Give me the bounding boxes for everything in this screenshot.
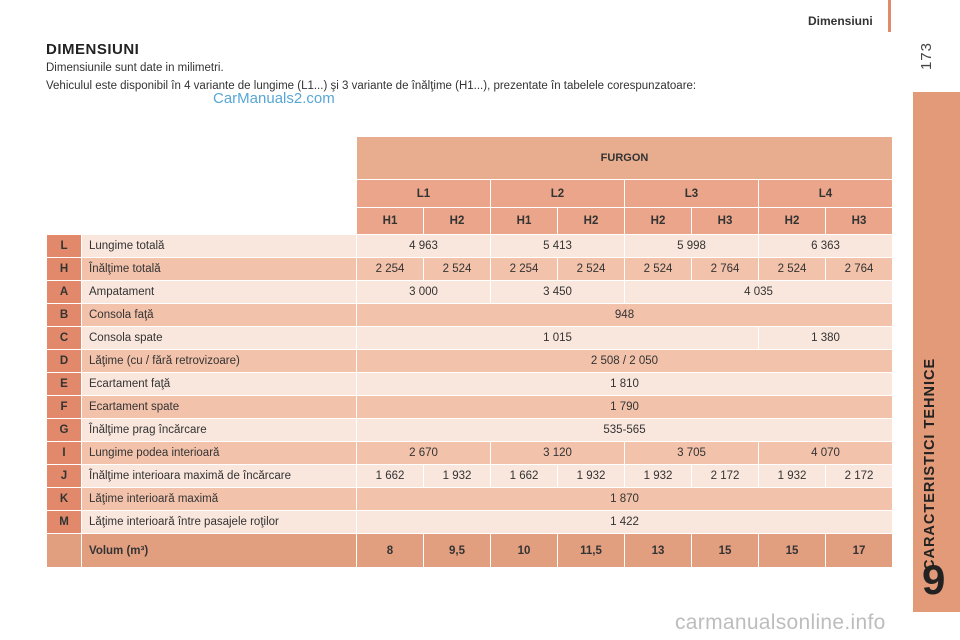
dimensions-table	[46, 136, 893, 568]
row-code: C	[47, 327, 81, 349]
row-label: Ecartament faţă	[82, 373, 356, 395]
row-value: 2 254	[357, 258, 423, 280]
row-label: Înălţime interioara maximă de încărcare	[82, 465, 356, 487]
row-value: 1 380	[759, 327, 892, 349]
row-value: 1 932	[558, 465, 624, 487]
row-label: Consola faţă	[82, 304, 356, 326]
row-label: Lăţime (cu / fără retrovizoare)	[82, 350, 356, 372]
table-row	[47, 511, 892, 533]
row-code: B	[47, 304, 81, 326]
table-row	[47, 396, 892, 418]
row-code: A	[47, 281, 81, 303]
table-row	[47, 304, 892, 326]
length-header: L1	[357, 180, 490, 207]
row-value: 1 870	[357, 488, 892, 510]
row-value: 1 810	[357, 373, 892, 395]
row-value: 2 172	[826, 465, 892, 487]
row-value: 1 932	[625, 465, 691, 487]
row-value: 2 764	[826, 258, 892, 280]
row-value: 1 932	[759, 465, 825, 487]
row-value: 2 524	[558, 258, 624, 280]
table-row	[47, 350, 892, 372]
row-value: 1 422	[357, 511, 892, 533]
volume-value: 15	[759, 534, 825, 567]
intro-variants: Vehiculul este disponibil în 4 variante de lungime (L1...) şi 3 variante de înălţime (H1...), prezentate în tabelele corespunzatoare:	[46, 80, 697, 92]
row-value: 2 764	[692, 258, 758, 280]
volume-value: 9,5	[424, 534, 490, 567]
corner-blank	[47, 180, 356, 207]
corner-blank	[47, 208, 356, 234]
watermark: CarManuals2.com	[213, 90, 335, 107]
row-value: 535-565	[357, 419, 892, 441]
row-value: 1 790	[357, 396, 892, 418]
length-header: L4	[759, 180, 892, 207]
row-value: 5 998	[625, 235, 758, 257]
chapter-title: CARACTERISTICI TEHNICE	[922, 357, 938, 570]
table-row	[47, 327, 892, 349]
table-row	[47, 235, 892, 257]
table-row	[47, 258, 892, 280]
height-header: H3	[826, 208, 892, 234]
row-code: K	[47, 488, 81, 510]
row-code: G	[47, 419, 81, 441]
row-value: 1 015	[357, 327, 758, 349]
row-label: Lungime totală	[82, 235, 356, 257]
volume-value: 13	[625, 534, 691, 567]
row-value: 948	[357, 304, 892, 326]
row-value: 3 450	[491, 281, 624, 303]
volume-value: 8	[357, 534, 423, 567]
footer-watermark: carmanualsonline.info	[675, 611, 886, 634]
row-value: 3 705	[625, 442, 758, 464]
page-number: 173	[918, 42, 935, 71]
row-value: 4 035	[625, 281, 892, 303]
row-code: J	[47, 465, 81, 487]
row-value: 1 662	[357, 465, 423, 487]
row-code: I	[47, 442, 81, 464]
height-header: H2	[558, 208, 624, 234]
corner-blank	[47, 137, 356, 179]
row-value: 6 363	[759, 235, 892, 257]
table-row	[47, 465, 892, 487]
row-label: Lăţime interioară între pasajele roţilor	[82, 511, 356, 533]
volume-value: 10	[491, 534, 557, 567]
row-label: Consola spate	[82, 327, 356, 349]
row-label: Înălţime totală	[82, 258, 356, 280]
intro-units: Dimensiunile sunt date in milimetri.	[46, 62, 224, 74]
group-header: FURGON	[357, 137, 892, 179]
row-value: 1 662	[491, 465, 557, 487]
height-header: H2	[625, 208, 691, 234]
row-code: E	[47, 373, 81, 395]
header-row-group	[47, 137, 892, 179]
table-row	[47, 373, 892, 395]
height-header: H1	[357, 208, 423, 234]
row-value: 4 070	[759, 442, 892, 464]
row-code: L	[47, 235, 81, 257]
length-header: L2	[491, 180, 624, 207]
volume-label: Volum (m³)	[82, 534, 356, 567]
table-row	[47, 419, 892, 441]
row-value: 2 508 / 2 050	[357, 350, 892, 372]
chapter-number: 9	[922, 556, 946, 603]
row-value: 2 254	[491, 258, 557, 280]
row-value: 3 120	[491, 442, 624, 464]
height-header: H2	[424, 208, 490, 234]
row-label: Ecartament spate	[82, 396, 356, 418]
height-header: H3	[692, 208, 758, 234]
row-code: D	[47, 350, 81, 372]
row-value: 4 963	[357, 235, 490, 257]
row-value: 3 000	[357, 281, 490, 303]
row-code: H	[47, 258, 81, 280]
length-header: L3	[625, 180, 758, 207]
row-value: 5 413	[491, 235, 624, 257]
row-label: Ampatament	[82, 281, 356, 303]
row-value: 2 670	[357, 442, 490, 464]
row-value: 1 932	[424, 465, 490, 487]
page-title: DIMENSIUNI	[46, 41, 140, 58]
corner-blank	[47, 534, 81, 567]
row-code: M	[47, 511, 81, 533]
header-row-lengths	[47, 180, 892, 207]
table-row	[47, 442, 892, 464]
volume-value: 15	[692, 534, 758, 567]
header-row-heights	[47, 208, 892, 234]
row-value: 2 524	[424, 258, 490, 280]
row-value: 2 524	[625, 258, 691, 280]
row-code: F	[47, 396, 81, 418]
volume-value: 11,5	[558, 534, 624, 567]
row-label: Lăţime interioară maximă	[82, 488, 356, 510]
section-label: Dimensiuni	[808, 14, 873, 28]
row-label: Înălţime prag încărcare	[82, 419, 356, 441]
volume-value: 17	[826, 534, 892, 567]
header-accent-bar	[888, 0, 891, 32]
row-value: 2 172	[692, 465, 758, 487]
row-label: Lungime podea interioară	[82, 442, 356, 464]
row-value: 2 524	[759, 258, 825, 280]
table-row	[47, 281, 892, 303]
height-header: H2	[759, 208, 825, 234]
volume-row	[47, 534, 892, 567]
table-row	[47, 488, 892, 510]
height-header: H1	[491, 208, 557, 234]
